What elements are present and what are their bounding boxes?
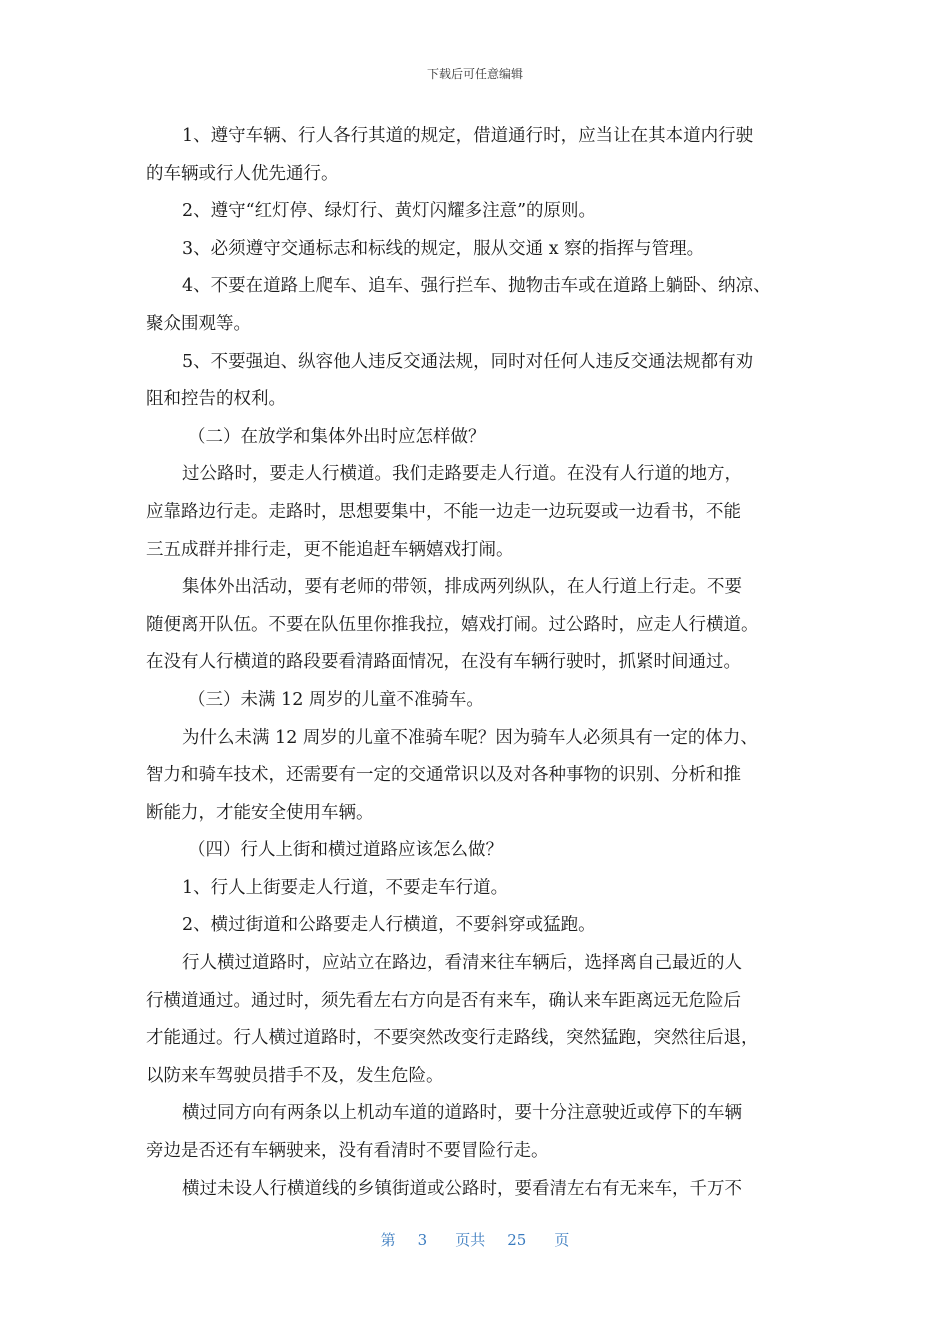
paragraph-line: 断能力，才能安全使用车辆。 <box>146 802 374 823</box>
document-body <box>146 118 826 1208</box>
footer-prefix: 第 <box>380 1231 396 1249</box>
paragraph-line: 随便离开队伍。不要在队伍里你推我拉，嬉戏打闹。过公路时，应走人行横道。 <box>146 614 759 635</box>
paragraph-line: 1、行人上街要走人行道，不要走车行道。 <box>182 877 509 898</box>
paragraph-line: 以防来车驾驶员措手不及，发生危险。 <box>146 1065 444 1086</box>
current-page-number: 3 <box>417 1231 428 1249</box>
paragraph-line: 5、不要强迫、纵容他人违反交通法规，同时对任何人违反交通法规都有劝 <box>182 351 754 372</box>
footer-suffix: 页 <box>554 1231 570 1249</box>
paragraph-line: 横过同方向有两条以上机动车道的道路时，要十分注意驶近或停下的车辆 <box>182 1103 742 1124</box>
page-footer <box>0 1230 950 1250</box>
paragraph-line: 行人横过道路时，应站立在路边，看清来往车辆后，选择离自己最近的人 <box>182 953 742 974</box>
total-page-number: 25 <box>507 1231 527 1249</box>
paragraph-line: 旁边是否还有车辆驶来，没有看清时不要冒险行走。 <box>146 1141 549 1162</box>
paragraph-line: 智力和骑车技术，还需要有一定的交通常识以及对各种事物的识别、分析和推 <box>146 765 741 786</box>
paragraph-line: 1、遵守车辆、行人各行其道的规定，借道通行时，应当让在其本道内行驶 <box>182 126 754 146</box>
paragraph-line: 行横道通过。通过时，须先看左右方向是否有来车，确认来车距离远无危险后 <box>146 990 741 1011</box>
paragraph-line: 的车辆或行人优先通行。 <box>146 163 339 184</box>
paragraph-line: 为什么未满 12 周岁的儿童不准骑车呢？因为骑车人必须具有一定的体力、 <box>182 727 758 748</box>
paragraph-line: 3、必须遵守交通标志和标线的规定，服从交通 x 察的指挥与管理。 <box>182 238 705 259</box>
paragraph-line: 横过未设人行横道线的乡镇街道或公路时，要看清左右有无来车，千万不 <box>182 1178 742 1199</box>
paragraph-line: 4、不要在道路上爬车、追车、强行拦车、抛物击车或在道路上躺卧、纳凉、 <box>182 276 771 297</box>
section-heading: （四）行人上街和横过道路应该怎么做？ <box>188 840 503 861</box>
paragraph-line: 集体外出活动，要有老师的带领，排成两列纵队，在人行道上行走。不要 <box>182 577 742 598</box>
section-heading: （三）未满 12 周岁的儿童不准骑车。 <box>188 689 484 710</box>
paragraph-line: 应靠路边行走。走路时，思想要集中，不能一边走一边玩耍或一边看书，不能 <box>146 501 741 522</box>
paragraph-line: 2、遵守“红灯停、绿灯行、黄灯闪耀多注意”的原则。 <box>182 201 597 222</box>
paragraph-line: 过公路时，要走人行横道。我们走路要走人行道。在没有人行道的地方， <box>182 464 742 485</box>
footer-middle: 页共 <box>455 1231 486 1249</box>
page-header: 下载后可任意编辑 <box>426 67 523 81</box>
paragraph-line: 阻和控告的权利。 <box>146 389 286 410</box>
paragraph-line: 三五成群并排行走，更不能追赶车辆嬉戏打闹。 <box>146 539 514 560</box>
section-heading: （二）在放学和集体外出时应怎样做？ <box>188 426 486 447</box>
paragraph-line: 在没有人行横道的路段要看清路面情况，在没有车辆行驶时，抓紧时间通过。 <box>146 652 741 673</box>
paragraph-line: 聚众围观等。 <box>146 313 251 334</box>
paragraph-line: 2、横过街道和公路要走人行横道，不要斜穿或猛跑。 <box>182 915 596 936</box>
paragraph-line: 才能通过。行人横过道路时，不要突然改变行走路线，突然猛跑，突然往后退， <box>146 1028 759 1049</box>
